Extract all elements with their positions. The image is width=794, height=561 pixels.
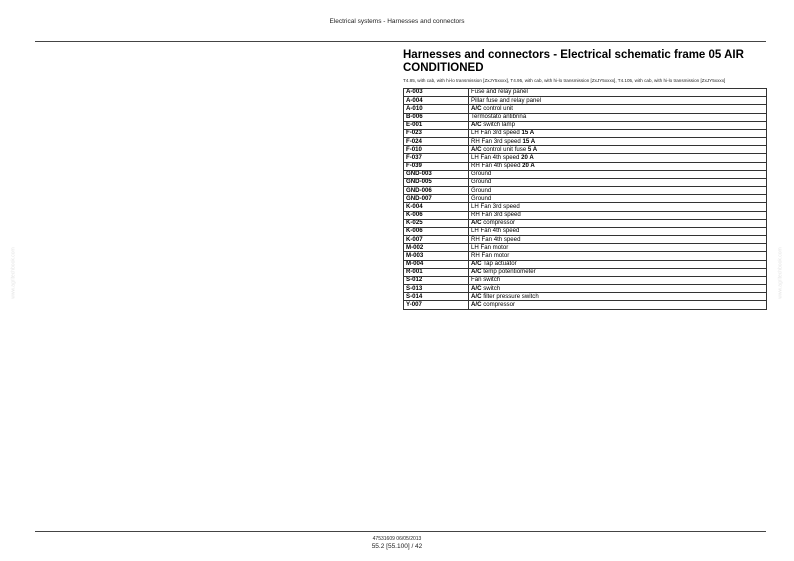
table-row	[404, 162, 767, 170]
connector-code: K-006	[404, 211, 469, 219]
connector-description	[469, 129, 767, 137]
connector-code: K-004	[404, 203, 469, 211]
connector-code: F-024	[404, 138, 469, 146]
connector-description	[469, 203, 767, 211]
table-row	[404, 227, 767, 235]
connector-description	[469, 236, 767, 244]
table-row	[404, 170, 767, 178]
description-text: RH Fan 3rd speed	[471, 137, 523, 145]
connector-description	[469, 162, 767, 170]
description-text: Termostato antibrina	[471, 113, 527, 120]
description-text: LH Fan 4th speed	[471, 227, 520, 235]
description-text: LH Fan motor	[471, 243, 509, 251]
connector-description	[469, 170, 767, 178]
document-reference: 47531609 06/05/2013	[372, 536, 422, 542]
connector-code: GND-007	[404, 195, 469, 203]
table-row	[404, 138, 767, 146]
connector-description	[469, 121, 767, 129]
connector-description	[469, 97, 767, 105]
table-row	[404, 113, 767, 121]
description-emphasis: 20 A	[521, 153, 534, 161]
description-text: RH Fan motor	[471, 251, 510, 259]
table-row	[404, 276, 767, 284]
description-emphasis: A/C	[471, 300, 482, 308]
connector-code: M-003	[404, 252, 469, 260]
table-row	[404, 178, 767, 186]
table-row	[404, 301, 767, 309]
connector-table	[403, 88, 767, 310]
section-title: Harnesses and connectors - Electrical schematic frame 05 AIR CONDITIONED	[403, 49, 744, 74]
connector-description	[469, 178, 767, 186]
connector-description	[469, 260, 767, 268]
description-text: RH Fan 4th speed	[471, 162, 523, 170]
connector-code: A-003	[404, 89, 469, 97]
side-watermark-right: www.agritechbook.com	[777, 247, 784, 299]
description-text: Tap actuator	[481, 260, 517, 268]
table-row	[404, 146, 767, 154]
connector-code: E-001	[404, 121, 469, 129]
connector-code: B-006	[404, 113, 469, 121]
description-emphasis: A/C	[471, 121, 482, 129]
connector-description	[469, 105, 767, 113]
description-emphasis: A/C	[471, 292, 482, 300]
connector-code: S-013	[404, 285, 469, 293]
applicability-note: T4.85, with cab, with hi-lo transmission [ZxJY5xxxx], T4.95, with cab, with hi-lo transmission [ZxJY5xxxx], T4.105, with cab, with hi-lo transmission [ZxJY5xxxx]	[403, 78, 726, 83]
connector-code: K-006	[404, 227, 469, 235]
description-text: switch lamp	[481, 121, 516, 129]
connector-code: GND-006	[404, 187, 469, 195]
connector-code: M-004	[404, 260, 469, 268]
description-text: control unit	[481, 104, 514, 112]
table-row	[404, 187, 767, 195]
description-emphasis: 20 A	[522, 162, 535, 170]
description-emphasis: A/C	[471, 219, 482, 227]
description-text: Ground	[471, 170, 492, 178]
connector-description	[469, 89, 767, 97]
connector-description	[469, 146, 767, 154]
connector-code: A-010	[404, 105, 469, 113]
connector-description	[469, 285, 767, 293]
connector-code: K-025	[404, 219, 469, 227]
table-row	[404, 121, 767, 129]
connector-code: S-012	[404, 276, 469, 284]
description-text: LH Fan 3rd speed	[471, 129, 522, 137]
side-watermark-left: www.agritechbook.com	[10, 247, 17, 299]
footer-divider	[35, 531, 766, 532]
connector-code: F-037	[404, 154, 469, 162]
connector-description	[469, 276, 767, 284]
connector-code: M-002	[404, 244, 469, 252]
description-text: Ground	[471, 194, 492, 202]
description-emphasis: 15 A	[521, 129, 535, 137]
connector-description	[469, 187, 767, 195]
table-row	[404, 211, 767, 219]
description-text: Fuse and relay panel	[471, 88, 528, 96]
table-row	[404, 219, 767, 227]
connector-description	[469, 154, 767, 162]
description-text: compressor	[481, 219, 516, 227]
connector-description	[469, 219, 767, 227]
connector-code: S-014	[404, 293, 469, 301]
connector-code: A-004	[404, 97, 469, 105]
description-text: Ground	[471, 178, 492, 186]
connector-code: K-007	[404, 236, 469, 244]
table-row	[404, 89, 767, 97]
description-text: switch	[481, 284, 501, 292]
connector-description	[469, 301, 767, 309]
table-row	[404, 252, 767, 260]
description-emphasis: A/C	[471, 260, 482, 268]
description-emphasis: A/C	[471, 145, 482, 153]
description-text: filter pressure switch	[481, 292, 539, 300]
connector-code: F-023	[404, 129, 469, 137]
table-row	[404, 236, 767, 244]
page-reference: 55.2 [55.100] / 42	[371, 543, 423, 550]
table-row	[404, 244, 767, 252]
table-row	[404, 285, 767, 293]
description-emphasis: A/C	[471, 284, 482, 292]
connector-description	[469, 244, 767, 252]
table-row	[404, 195, 767, 203]
table-row	[404, 203, 767, 211]
description-text: Fan switch	[471, 276, 501, 284]
description-text: Ground	[471, 186, 492, 194]
table-row	[404, 105, 767, 113]
table-row	[404, 260, 767, 268]
table-row	[404, 97, 767, 105]
table-row	[404, 268, 767, 276]
header-divider	[35, 41, 766, 42]
description-text: temp potentiometer	[481, 268, 536, 276]
description-text: compressor	[481, 300, 516, 308]
connector-code: GND-005	[404, 178, 469, 186]
table-row	[404, 129, 767, 137]
description-text: LH Fan 3rd speed	[471, 202, 520, 210]
table-row	[404, 293, 767, 301]
connector-code: F-039	[404, 162, 469, 170]
table-row	[404, 154, 767, 162]
connector-description	[469, 227, 767, 235]
connector-description	[469, 211, 767, 219]
description-text: LH Fan 4th speed	[471, 153, 522, 161]
connector-code: R-001	[404, 268, 469, 276]
description-text: RH Fan 3rd speed	[471, 211, 521, 219]
connector-code: F-010	[404, 146, 469, 154]
connector-description	[469, 268, 767, 276]
connector-description	[469, 138, 767, 146]
connector-code: GND-003	[404, 170, 469, 178]
connector-description	[469, 252, 767, 260]
description-emphasis: A/C	[471, 268, 482, 276]
description-text: control unit fuse	[481, 145, 528, 153]
connector-description	[469, 293, 767, 301]
connector-description	[469, 195, 767, 203]
connector-code: Y-007	[404, 301, 469, 309]
connector-description	[469, 113, 767, 121]
description-emphasis: A/C	[471, 104, 482, 112]
description-emphasis: 5 A	[527, 145, 538, 153]
description-emphasis: 15 A	[522, 137, 536, 145]
connector-table-body	[404, 89, 767, 310]
page-header: Electrical systems - Harnesses and connectors	[329, 18, 465, 25]
description-text: Pillar fuse and relay panel	[471, 96, 542, 104]
description-text: RH Fan 4th speed	[471, 235, 521, 243]
